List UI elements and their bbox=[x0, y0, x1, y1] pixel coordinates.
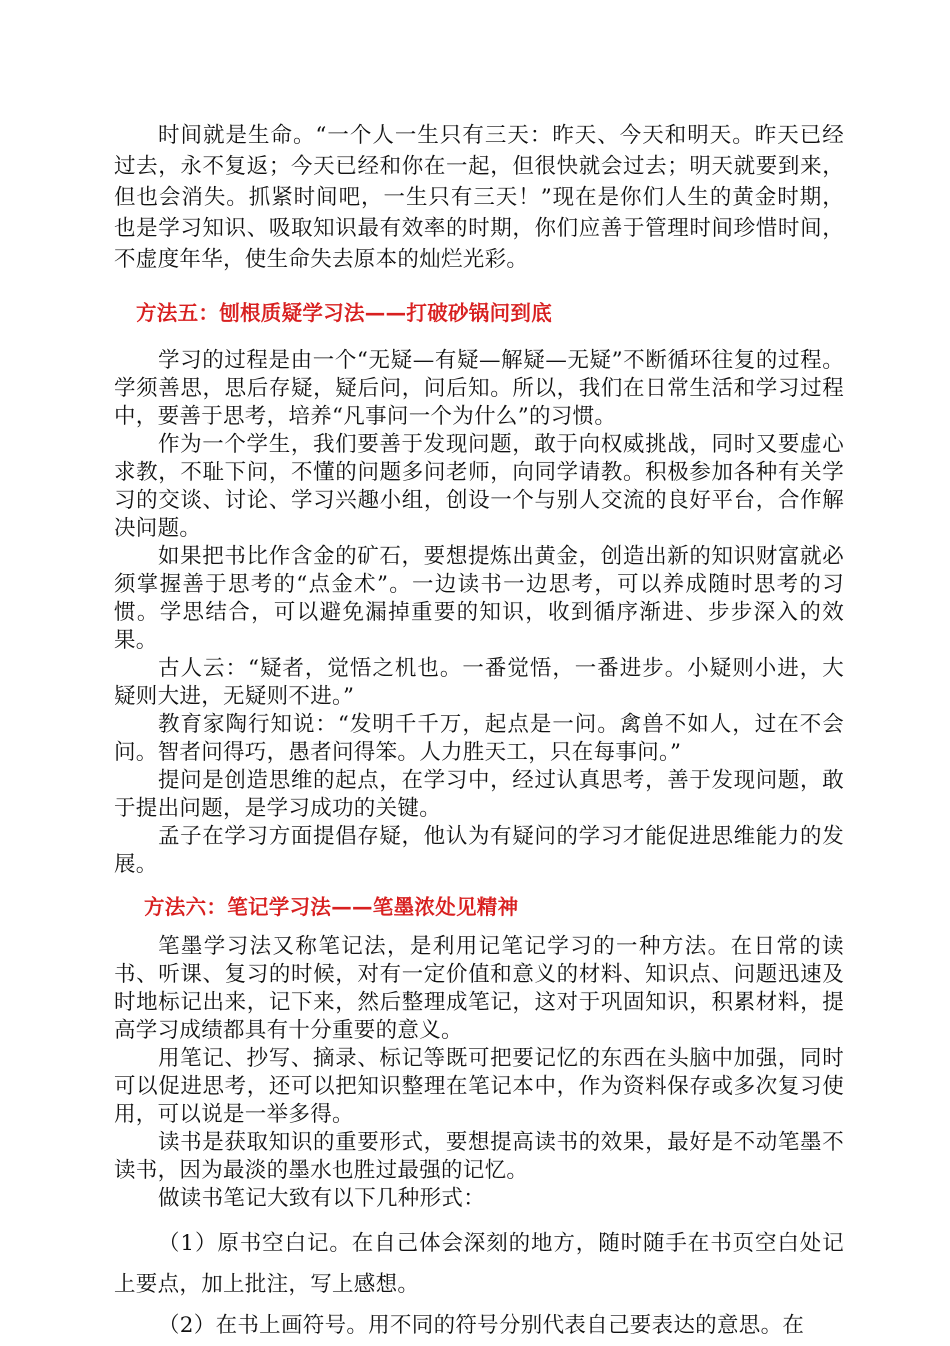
note-form-item: （1）原书空白记。在自己体会深刻的地方，随时随手在书页空白处记上要点，加上批注，写上感想。 bbox=[114, 1231, 844, 1297]
document-body bbox=[114, 120, 844, 1346]
method-six-paragraph: 用笔记、抄写、摘录、标记等既可把要记忆的东西在头脑中加强，同时可以促进思考，还可以把知识整理在笔记本中，作为资料保存或多次复习使用，可以说是一举多得。 bbox=[114, 1046, 844, 1127]
note-form-item: （2）在书上画符号。用不同的符号分别代表自己要表达的意思。在 bbox=[158, 1313, 805, 1338]
method-five-paragraph: 教育家陶行知说：“发明千千万，起点是一问。禽兽不如人，过在不会问。智者问得巧，愚者问得笨。人力胜天工，只在每事问。” bbox=[114, 712, 844, 765]
method-five-paragraph: 学习的过程是由一个“无疑—有疑—解疑—无疑”不断循环往复的过程。学须善思，思后存疑，疑后问，问后知。所以，我们在日常生活和学习过程中，要善于思考，培养“凡事问一个为什么”的习惯。 bbox=[114, 348, 844, 429]
method-five-paragraph: 提问是创造思维的起点，在学习中，经过认真思考，善于发现问题，敢于提出问题，是学习成功的关键。 bbox=[114, 768, 844, 821]
method-five-paragraph: 如果把书比作含金的矿石，要想提炼出黄金，创造出新的知识财富就必须掌握善于思考的“点金术”。一边读书一边思考，可以养成随时思考的习惯。学思结合，可以避免漏掉重要的知识，收到循序渐进、步步深入的效果。 bbox=[114, 544, 844, 653]
method-six-heading: 方法六：笔记学习法——笔墨浓处见精神 bbox=[144, 895, 519, 919]
method-five-paragraph: 作为一个学生，我们要善于发现问题，敢于向权威挑战，同时又要虚心求教，不耻下问，不懂的问题多问老师，向同学请教。积极参加各种有关学习的交谈、讨论、学习兴趣小组，创设一个与别人交流的良好平台，合作解决问题。 bbox=[114, 432, 844, 541]
intro-paragraph: 时间就是生命。“一个人一生只有三天：昨天、今天和明天。昨天已经过去，永不复返；今天已经和你在一起，但很快就会过去；明天就要到来，但也会消失。抓紧时间吧，一生只有三天！”现在是你们人生的黄金时期，也是学习知识、吸取知识最有效率的时期，你们应善于管理时间珍惜时间，不虚度年华，使生命失去原本的灿烂光彩。 bbox=[114, 123, 844, 272]
method-five-paragraph: 古人云：“疑者，觉悟之机也。一番觉悟，一番进步。小疑则小进，大疑则大进，无疑则不进。” bbox=[114, 656, 844, 709]
method-five-heading: 方法五：刨根质疑学习法——打破砂锅问到底 bbox=[136, 301, 552, 325]
method-six-paragraph: 笔墨学习法又称笔记法，是利用记笔记学习的一种方法。在日常的读书、听课、复习的时候，对有一定价值和意义的材料、知识点、问题迅速及时地标记出来，记下来，然后整理成笔记，这对于巩固知识，积累材料，提高学习成绩都具有十分重要的意义。 bbox=[114, 934, 844, 1043]
method-six-paragraph: 做读书笔记大致有以下几种形式： bbox=[158, 1186, 486, 1211]
method-six-paragraph: 读书是获取知识的重要形式，要想提高读书的效果，最好是不动笔墨不读书，因为最淡的墨水也胜过最强的记忆。 bbox=[114, 1130, 844, 1183]
method-five-paragraph: 孟子在学习方面提倡存疑，他认为有疑问的学习才能促进思维能力的发展。 bbox=[114, 824, 844, 877]
